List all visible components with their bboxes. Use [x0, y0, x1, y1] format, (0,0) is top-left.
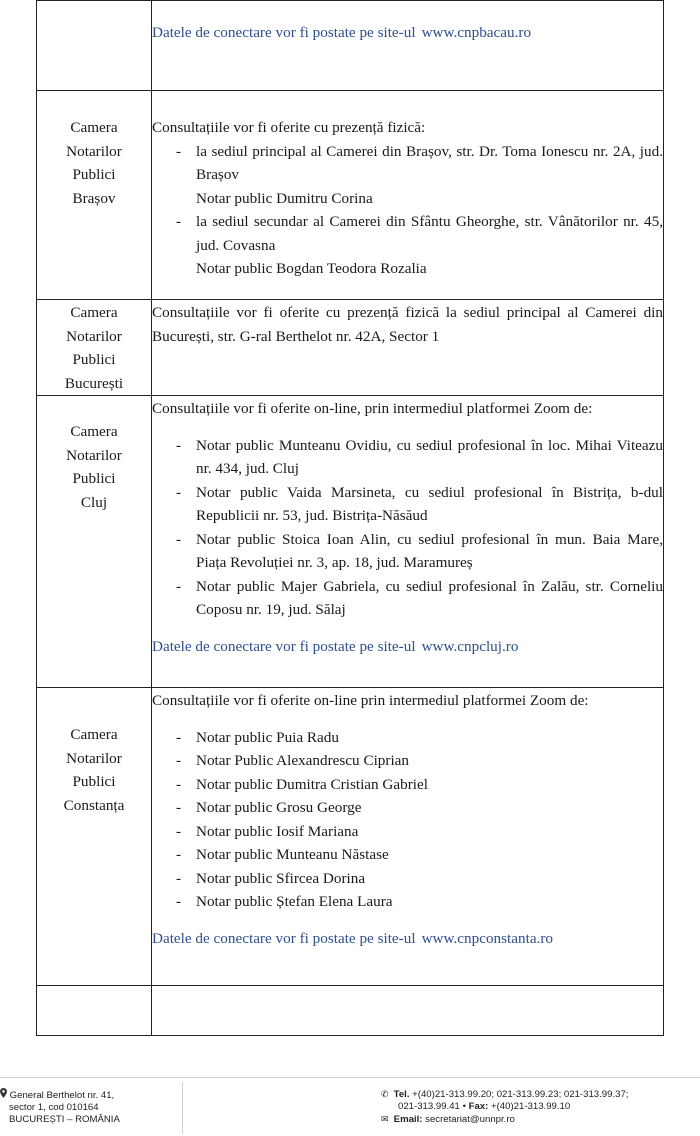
footer-divider [0, 1077, 700, 1078]
connection-text: Datele de conectare vor fi postate pe site-ul [152, 24, 416, 41]
table-row [37, 986, 664, 1036]
list-item: - Notar Public Alexandrescu Ciprian [152, 749, 663, 773]
list-item: - Notar public Ștefan Elena Laura [152, 890, 663, 914]
chamber-name-cell [37, 91, 152, 300]
connection-text: Datele de conectare vor fi postate pe site-ul [152, 637, 416, 655]
chamber-name-line: Publici [72, 773, 116, 790]
phone-icon: ✆ [381, 1089, 389, 1099]
list-item: - Notar public Stoica Ioan Alin, cu sediul profesional în mun. Baia Mare, Piața Revoluției nr. 3, ap. 18, jud. Maramureș [152, 528, 663, 575]
consultation-intro: Consultațiile vor fi oferite cu prezență fizică: [152, 119, 426, 136]
mail-icon: ✉ [381, 1114, 389, 1124]
chamber-name-line: Camera [70, 726, 118, 743]
site-link[interactable]: www.cnpconstanta.ro [421, 929, 554, 947]
consultation-intro: Consultațiile vor fi oferite on-line, prin intermediul platformei Zoom de: [152, 400, 593, 417]
fax-value: +(40)21-313.99.10 [491, 1101, 571, 1112]
address-line: sector 1, cod 010164 [9, 1102, 99, 1113]
location-text: la sediul principal al Camerei din Brașov, str. Dr. Toma Ionescu nr. 2A, jud. Brașov [196, 142, 663, 183]
list-item [152, 140, 663, 211]
location-list [152, 140, 663, 281]
notary-consultations-table [36, 0, 664, 1036]
address-line: General Berthelot nr. 41, [9, 1090, 115, 1101]
content-cell [152, 1, 664, 91]
chamber-name-line: Camera [70, 423, 118, 440]
chamber-name-line: Publici [72, 351, 116, 368]
table-row [37, 396, 664, 688]
content-cell [152, 396, 664, 688]
email-label: Email: [393, 1114, 423, 1125]
chamber-name-line: Notarilor [66, 327, 122, 345]
connection-info [152, 927, 663, 951]
site-link[interactable]: www.cnpbacau.ro [421, 24, 532, 41]
content-cell [152, 688, 664, 986]
consultation-intro: Consultațiile vor fi oferite cu prezență fizică la sediul principal al Camerei din București, str. G-ral Berthelot nr. 42A, Sector 1 [152, 304, 663, 345]
tel-label: Tel. [393, 1089, 410, 1100]
chamber-name-line: Publici [72, 470, 116, 487]
content-cell [152, 300, 664, 396]
chamber-name-cell [37, 1, 152, 91]
list-item [152, 210, 663, 281]
list-item: - Notar public Iosif Mariana [152, 820, 663, 844]
list-item: - Notar public Dumitra Cristian Gabriel [152, 773, 663, 797]
content-cell [152, 986, 664, 1036]
footer-address [0, 1088, 120, 1126]
connection-info [152, 21, 663, 45]
list-item: - Notar public Majer Gabriela, cu sediul profesional în Zalău, str. Corneliu Coposu nr. 19, jud. Sălaj [152, 575, 663, 622]
chamber-name-line: Camera [70, 119, 118, 136]
chamber-name-cell [37, 986, 152, 1036]
chamber-name-line: București [64, 374, 124, 392]
chamber-name-line: Notarilor [66, 446, 122, 464]
list-item: - Notar public Grosu George [152, 796, 663, 820]
site-link[interactable]: www.cnpcluj.ro [421, 637, 519, 655]
location-pin-icon [0, 1088, 7, 1098]
chamber-name-line: Brașov [72, 189, 116, 207]
list-item: - Notar public Puia Radu [152, 726, 663, 750]
table-row [37, 1, 664, 91]
list-item: - Notar public Munteanu Ovidiu, cu sediul profesional în loc. Mihai Viteazu nr. 434, jud. Cluj [152, 434, 663, 481]
email-value[interactable]: secretariat@unnpr.ro [425, 1114, 515, 1125]
notary-name: Notar public Bogdan Teodora Rozalia [196, 260, 427, 277]
consultation-intro: Consultațiile vor fi oferite on-line prin intermediul platformei Zoom de: [152, 692, 589, 709]
chamber-name-line: Camera [70, 304, 118, 321]
connection-text: Datele de conectare vor fi postate pe site-ul [152, 929, 416, 947]
list-item: - Notar public Sfircea Dorina [152, 867, 663, 891]
footer-contact: ✆ Tel. +(40)21-313.99.20; 021-313.99.23; 021-313.99.37; 021-313.99.41 • Fax: +(40)21-313.99.10 ✉ Email: secretariat@unnpr.ro [381, 1089, 629, 1125]
tel-value: +(40)21-313.99.20; 021-313.99.23; 021-313.99.37; [412, 1089, 629, 1100]
content-cell [152, 91, 664, 300]
chamber-name-cell [37, 396, 152, 688]
notary-list [152, 726, 663, 914]
table-row [37, 300, 664, 396]
notary-name: Notar public Dumitru Corina [196, 189, 373, 207]
chamber-name-line: Cluj [80, 493, 108, 511]
tel-value: 021-313.99.41 [398, 1101, 460, 1112]
list-item: - Notar public Vaida Marsineta, cu sediul profesional în Bistrița, b-dul Republicii nr. 53, jud. Bistrița-Năsăud [152, 481, 663, 528]
connection-info [152, 635, 663, 659]
chamber-name-line: Notarilor [66, 749, 122, 767]
chamber-name-cell [37, 300, 152, 396]
fax-label: Fax: [468, 1101, 489, 1112]
chamber-name-line: Notarilor [66, 142, 122, 160]
table-row [37, 688, 664, 986]
table-row [37, 91, 664, 300]
list-item: - Notar public Munteanu Năstase [152, 843, 663, 867]
location-text: la sediul secundar al Camerei din Sfântu Gheorghe, str. Vânătorilor nr. 45, jud. Covasna [196, 213, 663, 254]
footer-column-divider [182, 1082, 183, 1134]
chamber-name-cell [37, 688, 152, 986]
address-line: BUCUREȘTI – ROMÂNIA [9, 1114, 120, 1125]
chamber-name-line: Publici [72, 166, 116, 183]
chamber-name-line: Constanța [63, 796, 125, 814]
notary-list [152, 434, 663, 622]
